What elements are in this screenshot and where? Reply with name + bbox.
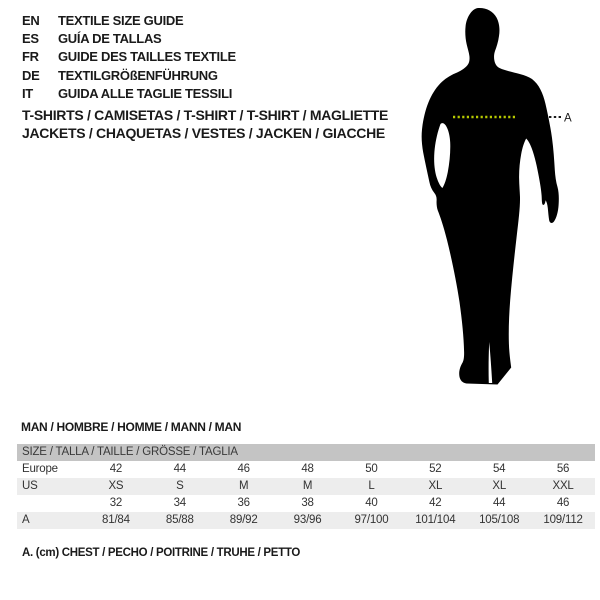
size-value: 101/104	[415, 514, 456, 526]
measure-label-a: A	[564, 112, 572, 125]
measurement-note: A. (cm) CHEST / PECHO / POITRINE / TRUHE / PETTO	[22, 547, 301, 559]
size-value: 109/112	[543, 514, 583, 526]
size-value: 56	[556, 463, 570, 475]
size-value: XL	[492, 480, 507, 492]
size-value: M	[238, 480, 249, 492]
size-value: 44	[492, 497, 506, 509]
size-value: 52	[429, 463, 442, 475]
size-value: 42	[429, 497, 442, 509]
language-row-fr	[22, 48, 236, 66]
size-value: 40	[365, 497, 378, 509]
language-row-en	[22, 11, 236, 29]
language-label: GUIDA ALLE TAGLIE TESSILI	[58, 86, 233, 102]
category-line-jackets: JACKETS / CHAQUETAS / VESTES / JACKEN / GIACCHE	[22, 124, 385, 141]
size-value: S	[176, 480, 184, 492]
language-code: DE	[22, 67, 40, 83]
size-value: 46	[556, 497, 570, 509]
category-title	[22, 107, 388, 142]
size-value: XL	[428, 480, 443, 492]
size-value: 93/96	[293, 514, 322, 526]
row-label: Europe	[22, 463, 58, 475]
language-label: GUIDE DES TAILLES TEXTILE	[58, 49, 236, 65]
size-value: 81/84	[102, 514, 130, 526]
size-value: L	[368, 480, 375, 492]
size-value: M	[302, 480, 313, 492]
row-label: US	[22, 480, 38, 492]
size-value: XXL	[552, 480, 574, 492]
figure-svg	[400, 0, 600, 400]
language-label: TEXTILE SIZE GUIDE	[58, 12, 184, 28]
size-value: 34	[173, 497, 187, 509]
size-value: 42	[109, 463, 123, 475]
size-value: 89/92	[229, 514, 258, 526]
language-row-es	[22, 29, 236, 47]
size-value: 50	[365, 463, 378, 475]
size-table	[17, 444, 595, 529]
language-code: FR	[22, 49, 39, 65]
size-value: 105/108	[479, 514, 520, 526]
language-code: IT	[22, 86, 33, 102]
category-line-tshirts: T-SHIRTS / CAMISETAS / T-SHIRT / T-SHIRT / MAGLIETTE	[22, 107, 389, 123]
size-value: XS	[108, 480, 124, 492]
row-label	[17, 495, 84, 512]
size-value: 46	[237, 463, 250, 475]
size-value: 44	[173, 463, 187, 475]
language-code: EN	[22, 12, 40, 28]
size-value: 85/88	[165, 514, 194, 526]
figure	[400, 0, 600, 400]
size-value: 97/100	[354, 514, 389, 526]
table-row-chest-a	[17, 512, 595, 529]
language-code: ES	[22, 31, 39, 47]
row-label: A	[22, 514, 30, 526]
table-row-uk	[17, 495, 595, 512]
size-value: 38	[301, 497, 314, 509]
size-value: 32	[109, 497, 123, 509]
size-value: 54	[492, 463, 506, 475]
gender-section-title: MAN / HOMBRE / HOMME / MANN / MAN	[21, 420, 242, 434]
size-value: 48	[301, 463, 314, 475]
table-row-europe	[17, 461, 595, 478]
language-label: GUÍA DE TALLAS	[58, 31, 162, 47]
size-value: 36	[237, 497, 250, 509]
language-row-de	[22, 66, 236, 84]
table-row-us	[17, 478, 595, 495]
size-table-header: SIZE / TALLA / TAILLE / GRÖSSE / TAGLIA	[17, 444, 595, 461]
man-silhouette-icon	[422, 8, 559, 385]
language-row-it	[22, 85, 236, 103]
language-label: TEXTILGRÖßENFÜHRUNG	[58, 67, 218, 83]
language-list	[22, 11, 236, 103]
